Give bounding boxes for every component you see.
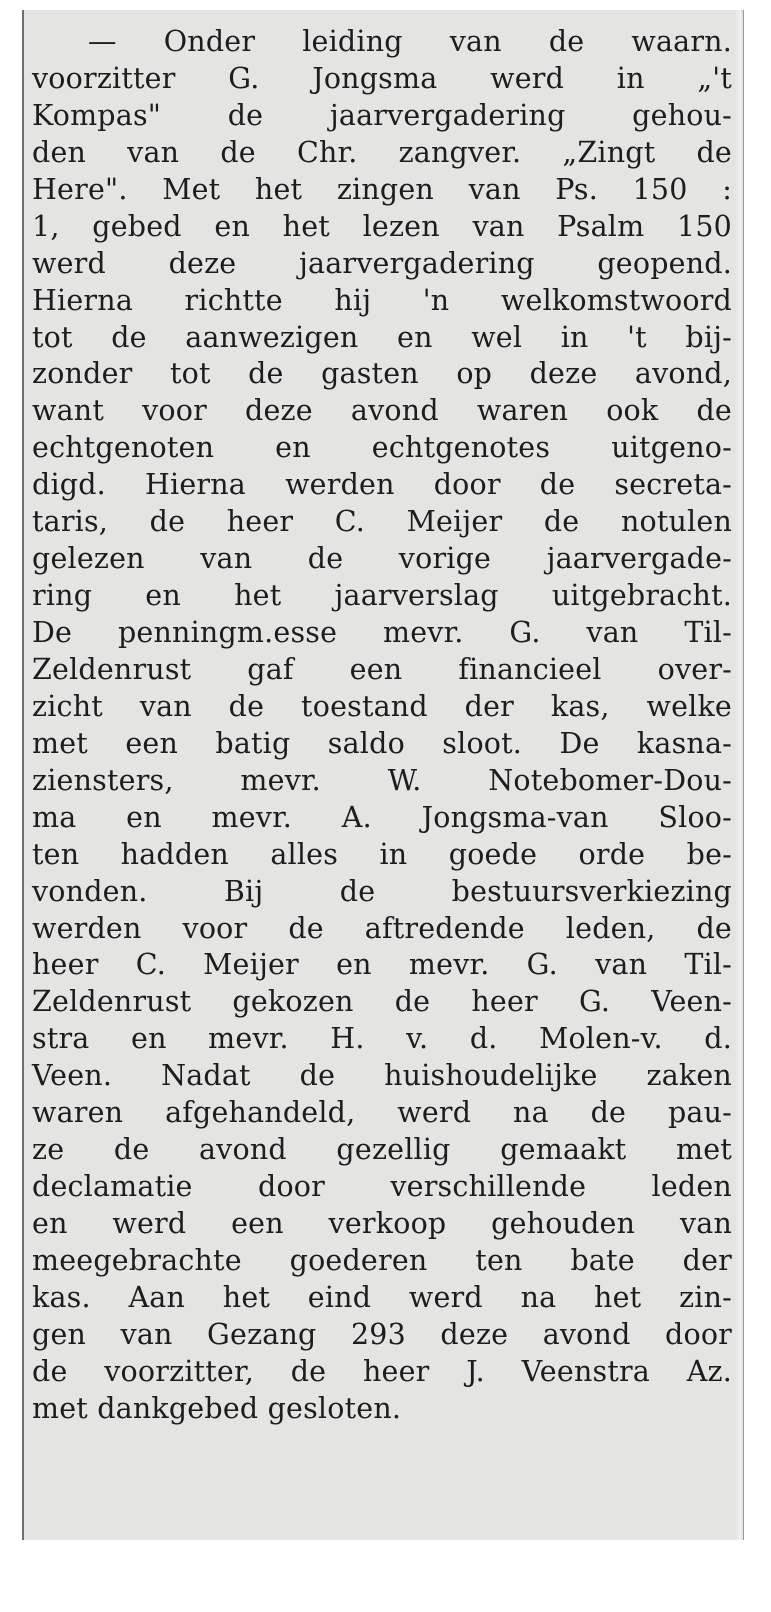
article-line: ring en het jaarverslag uitgebracht. [32, 579, 732, 613]
article-line: vonden. Bij de bestuursverkiezing [32, 874, 732, 908]
article-line: ten hadden alles in goede orde be- [32, 837, 732, 871]
article-line: de voorzitter, de heer J. Veenstra Az. [32, 1354, 732, 1388]
article-line: zicht van de toestand der kas, welke [32, 689, 732, 723]
article-line: den van de Chr. zangver. „Zingt de [32, 135, 732, 169]
article-line: stra en mevr. H. v. d. Molen-v. d. [32, 1022, 732, 1056]
article-line: declamatie door verschillende leden [32, 1170, 732, 1204]
article-line: digd. Hierna werden door de secreta- [32, 468, 732, 502]
article-line: ze de avond gezellig gemaakt met [32, 1133, 732, 1167]
article-line: zonder tot de gasten op deze avond, [32, 357, 732, 391]
article-line: Veen. Nadat de huishoudelijke zaken [32, 1059, 732, 1093]
article-line: met een batig saldo sloot. De kasna- [32, 726, 732, 760]
article-line: kas. Aan het eind werd na het zin- [32, 1280, 732, 1314]
article-line: gelezen van de vorige jaarvergade- [32, 542, 732, 576]
article-line: Zeldenrust gekozen de heer G. Veen- [32, 985, 732, 1019]
article-line: Hierna richtte hij 'n welkomstwoord [32, 283, 732, 317]
article-line: echtgenoten en echtgenotes uitgeno- [32, 431, 732, 465]
article-line: meegebrachte goederen ten bate der [32, 1243, 732, 1277]
article-line: ziensters, mevr. W. Notebomer-Dou- [32, 763, 732, 797]
article-line: Zeldenrust gaf een financieel over- [32, 652, 732, 686]
article-line: 1, gebed en het lezen van Psalm 150 [32, 209, 732, 243]
article-line: met dankgebed gesloten. [32, 1391, 402, 1425]
article-line: werden voor de aftredende leden, de [32, 911, 732, 945]
article-line: heer C. Meijer en mevr. G. van Til- [32, 948, 732, 982]
article-line: en werd een verkoop gehouden van [32, 1207, 732, 1240]
article-line: voorzitter G. Jongsma werd in „'t [32, 61, 732, 95]
article-line: taris, de heer C. Meijer de notulen [32, 505, 732, 539]
article-line: — Onder leiding van de waarn. [88, 25, 732, 58]
article-line: Here". Met het zingen van Ps. 150 : [32, 172, 732, 206]
article-line: want voor deze avond waren ook de [32, 394, 732, 428]
article-line: ma en mevr. A. Jongsma-van Sloo- [32, 800, 732, 834]
article-line: werd deze jaarvergadering geopend. [32, 246, 732, 280]
article-line: De penningm.esse mevr. G. van Til- [32, 616, 732, 649]
article-line: waren afgehandeld, werd na de pau- [32, 1096, 732, 1130]
article-line: tot de aanwezigen en wel in 't bij- [32, 320, 732, 354]
clipping-edge [735, 10, 741, 1540]
article-line: gen van Gezang 293 deze avond door [32, 1317, 732, 1351]
article-line: Kompas" de jaarvergadering gehou- [32, 98, 732, 132]
article-text [32, 24, 732, 1428]
